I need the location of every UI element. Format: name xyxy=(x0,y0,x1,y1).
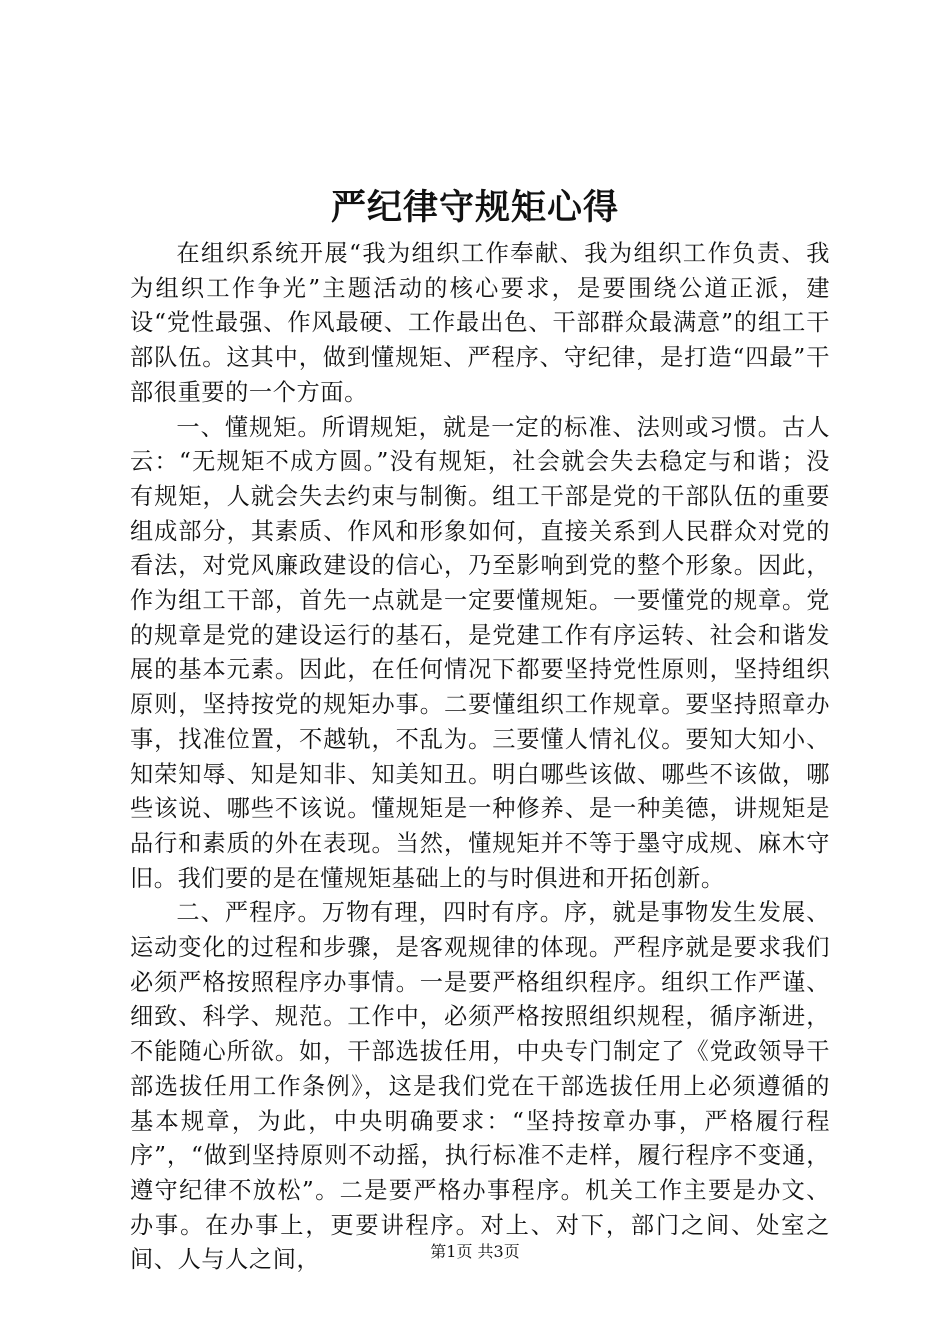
document-body xyxy=(130,237,830,1278)
paragraph-strict-procedure: 二、严程序。万物有理，四时有序。序，就是事物发生发展、运动变化的过程和步骤，是客观规律的体现。严程序就是要求我们必须严格按照程序办事情。一是要严格组织程序。组织工作严谨、细致、科学、规范。工作中，必须严格按照组织规程，循序渐进，不能随心所欲。如，干部选拔任用，中央专门制定了《党政领导干部选拔任用工作条例》，这是我们党在干部选拔任用上必须遵循的基本规章，为此，中央明确要求：“坚持按章办事，严格履行程序”，“做到坚持原则不动摇，执行标准不走样，履行程序不变通，遵守纪律不放松”。二是要严格办事程序。机关工作主要是办文、办事。在办事上，更要讲程序。对上、对下，部门之间、处室之间、人与人之间， xyxy=(130,899,830,1274)
document-title: 严纪律守规矩心得 xyxy=(330,187,619,228)
paragraph-understand-rules: 一、懂规矩。所谓规矩，就是一定的标准、法则或习惯。古人云：“无规矩不成方圆。”没有规矩，社会就会失去稳定与和谐；没有规矩，人就会失去约束与制衡。组工干部是党的干部队伍的重要组成部分，其素质、作风和形象如何，直接关系到人民群众对党的看法，对党风廉政建设的信心，乃至影响到党的整个形象。因此，作为组工干部，首先一点就是一定要懂规矩。一要懂党的规章。党的规章是党的建设运行的基石，是党建工作有序运转、社会和谐发展的基本元素。因此，在任何情况下都要坚持党性原则，坚持组织原则，坚持按党的规矩办事。二要懂组织工作规章。要坚持照章办事，找准位置，不越轨，不乱为。三要懂人情礼仪。要知大知小、知荣知辱、知是知非、知美知丑。明白哪些该做、哪些不该做，哪些该说、哪些不该说。懂规矩是一种修养、是一种美德，讲规矩是品行和素质的外在表现。当然，懂规矩并不等于墨守成规、麻木守旧。我们要的是在懂规矩基础上的与时俱进和开拓创新。 xyxy=(130,413,830,892)
paragraph-intro: 在组织系统开展“我为组织工作奉献、我为组织工作负责、我为组织工作争光”主题活动的核心要求，是要围绕公道正派，建设“党性最强、作风最硬、工作最出色、干部群众最满意”的组工干部队伍。这其中，做到懂规矩、严程序、守纪律，是打造“四最”干部很重要的一个方面。 xyxy=(130,240,830,406)
page-footer: 第1页 共3页 xyxy=(430,1242,520,1261)
